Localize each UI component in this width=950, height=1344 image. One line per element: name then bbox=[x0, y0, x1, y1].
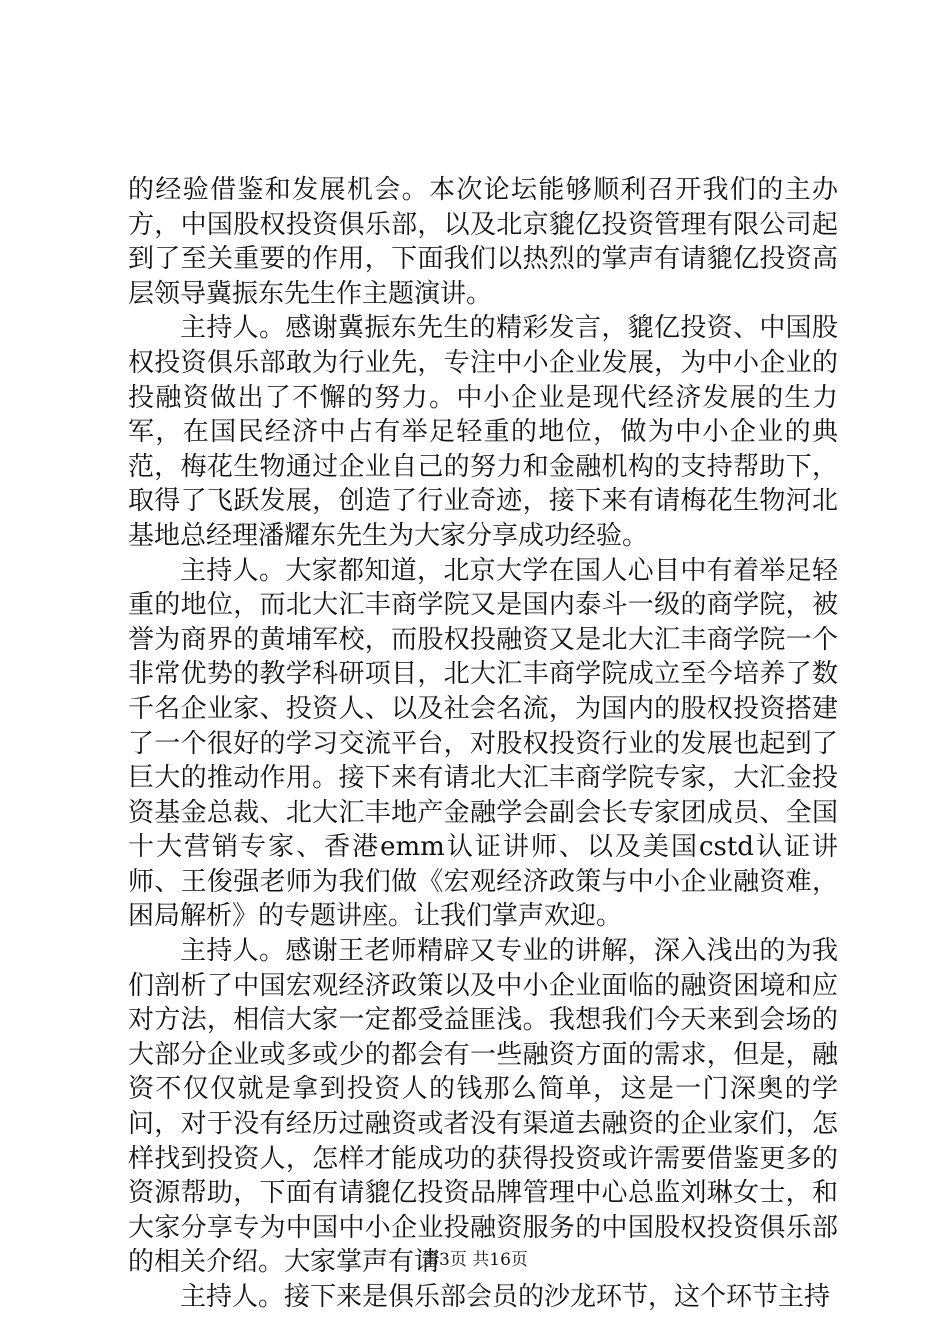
paragraph-2: 主持人。感谢冀振东先生的精彩发言，貔亿投资、中国股权投资俱乐部敢为行业先，专注中小企业发展，为中小企业的投融资做出了不懈的努力。中小企业是现代经济发展的生力军，在国民经济中占有举足轻重的地位，做为中小企业的典范，梅花生物通过企业自己的努力和金融机构的支持帮助下，取得了飞跃发展，创造了行业奇迹，接下来有请梅花生物河北基地总经理潘耀东先生为大家分享成功经验。 bbox=[128, 313, 838, 551]
document-body bbox=[128, 173, 838, 1315]
paragraph-3: 主持人。大家都知道，北京大学在国人心目中有着举足轻重的地位，而北大汇丰商学院又是国内泰斗一级的商学院，被誉为商界的黄埔军校，而股权投融资又是北大汇丰商学院一个非常优势的教学科研项目，北大汇丰商学院成立至今培养了数千名企业家、投资人、以及社会名流，为国内的股权投资搭建了一个很好的学习交流平台，对股权投资行业的发展也起到了巨大的推动作用。接下来有请北大汇丰商学院专家，大汇金投资基金总裁、北大汇丰地产金融学会副会长专家团成员、全国十大营销专家、香港emm认证讲师、以及美国cstd认证讲师、王俊强老师为我们做《宏观经济政策与中小企业融资难，困局解析》的专题讲座。让我们掌声欢迎。 bbox=[128, 555, 838, 932]
paragraph-1: 的经验借鉴和发展机会。本次论坛能够顺利召开我们的主办方，中国股权投资俱乐部，以及北京貔亿投资管理有限公司起到了至关重要的作用，下面我们以热烈的掌声有请貔亿投资高层领导冀振东先生作主题演讲。 bbox=[128, 175, 838, 309]
paragraph-5: 主持人。接下来是俱乐部会员的沙龙环节，这个环节主持 bbox=[180, 1282, 831, 1312]
paragraph-4: 主持人。感谢王老师精辟又专业的讲解，深入浅出的为我们剖析了中国宏观经济政策以及中小企业面临的融资困境和应对方法，相信大家一定都受益匪浅。我想我们今天来到会场的大部分企业或多或少的都会有一些融资方面的需求，但是，融资不仅仅就是拿到投资人的钱那么简单，这是一门深奥的学问，对于没有经历过融资或者没有渠道去融资的企业家们，怎样找到投资人，怎样才能成功的获得投资或许需要借鉴更多的资源帮助，下面有请貔亿投资品牌管理中心总监刘琳女士，和大家分享专为中国中小企业投融资服务的中国股权投资俱乐部的相关介绍。大家掌声有请 bbox=[128, 936, 838, 1278]
page-footer: 第3页 共16页 bbox=[422, 1250, 528, 1270]
